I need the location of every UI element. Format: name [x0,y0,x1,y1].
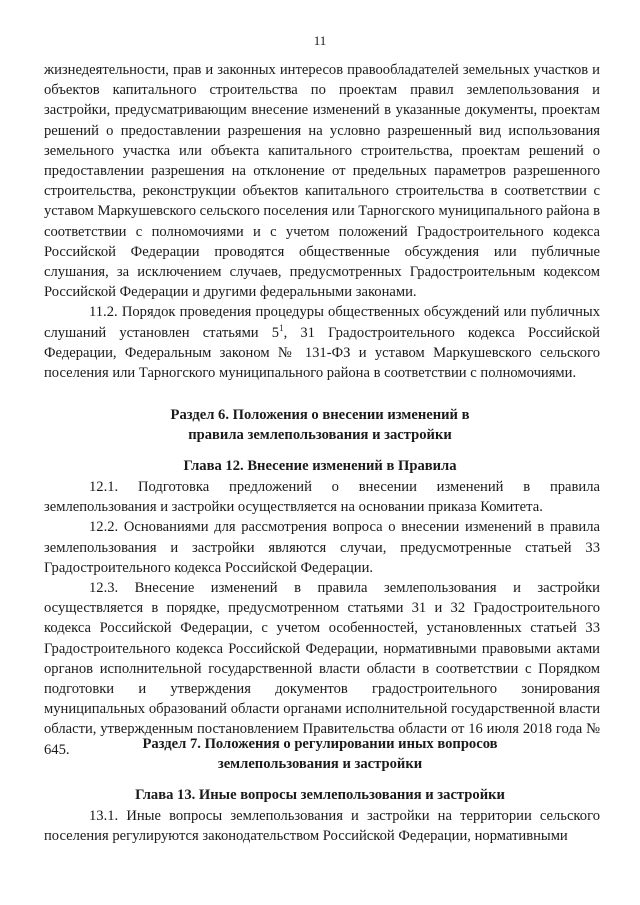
chapter-13-text-block [44,806,600,846]
section-7-heading-line-1: Раздел 7. Положения о регулировании иных вопросов [142,736,498,752]
chapter-12-text-block [44,477,600,760]
paragraph-12-3: 12.3. Внесение изменений в правила землепользования и застройки осуществляется в порядке, предусмотренном статьями 31 и 32 Градостроительного кодекса Российской Федерации, с учетом особенностей, установленных статьей 33 Градостроительного кодекса Российской Федерации, нормативными правовыми актами органов исполнительной государственной власти области в соответствии с Порядком подготовки и утверждения документов градостроительного зонирования муниципальных образований области органами исполнительной государственной власти области, утвержденным постановлением Правительства области от 16 июля 2018 года № 645. [44,580,600,758]
paragraph-12-1: 12.1. Подготовка предложений о внесении изменений в правила землепользования и застройки осуществляется на основании приказа Комитета. [44,479,600,516]
chapter-12-heading: Глава 12. Внесение изменений в Правила [183,458,457,474]
top-text-block [44,60,600,383]
section-6-heading-line-1: Раздел 6. Положения о внесении изменений в [170,407,470,423]
paragraph-13-1: 13.1. Иные вопросы землепользования и застройки на территории сельского поселения регулируются законодательством Российской Федерации, нормативными [44,808,600,845]
paragraph-12-2: 12.2. Основаниями для рассмотрения вопроса о внесении изменений в правила землепользования и застройки являются случаи, предусмотренные статьей 33 Градостроительного кодекса Российской Федерации. [44,519,600,576]
chapter-13-heading: Глава 13. Иные вопросы землепользования и застройки [135,787,505,803]
page-number: 11 [313,33,327,48]
section-6-heading-line-2: правила землепользования и застройки [188,427,452,443]
superscript: 1 [279,322,284,333]
paragraph-11-1-continuation: жизнедеятельности, прав и законных интересов правообладателей земельных участков и объектов капитального строительства по проектам правил землепользования и застройки, предусматривающим внесение изменений в указанные документы, проектам решений о предоставлении разрешения на условно разрешенный вид использования земельного участка или объекта капитального строительства, проектам решений о предоставлении разрешения на отклонение от предельных параметров разрешенного строительства, реконструкции объектов капитального строительства в соответствии с уставом Маркушевского сельского поселения или Тарногского муниципального района в соответствии с полномочиями и с учетом положений Градостроительного кодекса Российской Федерации проводятся общественные обсуждения или публичные слушания, за исключением случаев, предусмотренных Градостроительным кодексом Российской Федерации и другими федеральными законами. [44,62,600,301]
section-7-heading-line-2: землепользования и застройки [217,756,423,772]
paragraph-11-2: 11.2. Порядок проведения процедуры общественных обсуждений или публичных слушаний установлен статьями $5^1$, 31 Градостроительного кодекса Российской Федерации, Федеральным законом № 131-ФЗ и уставом Маркушевского сельского поселения или Тарногского муниципального района в соответствии с полномочиями. [44,304,600,382]
